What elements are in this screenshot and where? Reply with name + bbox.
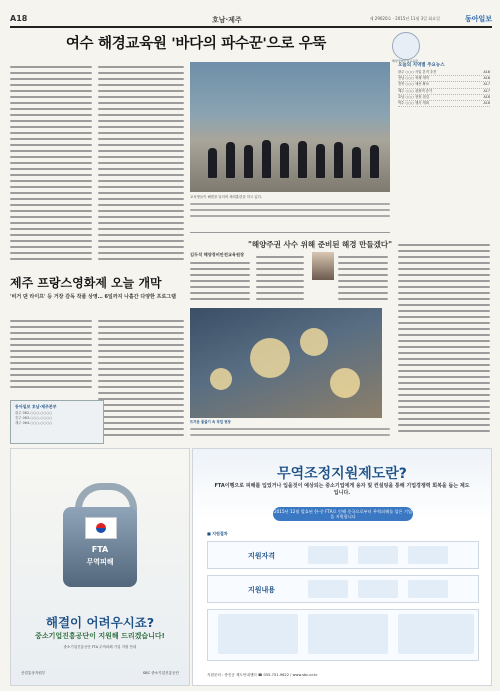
interview-quote: "해양주권 사수 위해 준비된 해경 만들겠다" xyxy=(248,240,393,249)
ad1-subtitle: 중소기업진흥공단이 지원해 드리겠습니다! xyxy=(35,632,165,640)
article1-col1 xyxy=(10,62,92,267)
article2-col1 xyxy=(10,316,92,396)
ad2-row-extra xyxy=(207,609,479,661)
institute-logo-icon xyxy=(392,32,420,60)
interview-col3 xyxy=(338,252,388,304)
article1-col2 xyxy=(98,62,184,267)
ad2-footer: 지원문의 : 중진공 제도안내센터 ☎ 055-751-9622 / www.sbc.or.kr xyxy=(207,673,318,677)
training-photo xyxy=(190,62,390,192)
lock-label-fta: FTA xyxy=(91,545,109,554)
ad2-section-label: ■ 지원절차 xyxy=(207,531,228,536)
ad2-title: 무역조정지원제도란? xyxy=(277,466,407,482)
regional-index xyxy=(398,62,490,107)
section-title: 호남·제주 xyxy=(212,16,242,24)
interview-col2 xyxy=(256,252,304,304)
sponsor-ministry: 산업통상자원부 xyxy=(21,671,46,675)
ad2-band: 2015년 12월 발효된 한-중 FTA로 인해 중국으로부터 무역피해를 입은 기업을 지원합니다 xyxy=(273,509,413,519)
industrial-photo xyxy=(190,308,382,418)
index-row[interactable]: 여수 ○○○ 행사 개최 A18 xyxy=(398,101,490,107)
sponsor-sbc: SBC 중소기업진흥공단 xyxy=(142,671,179,675)
interview-title: 김두석 해양경비안전교육원장 xyxy=(190,252,245,257)
ad2-row-label: 지원자격 xyxy=(248,552,276,560)
photo1-caption: 교육생들이 해변을 달리며 체력훈련을 하고 있다. xyxy=(190,195,262,199)
newspaper-name: 동아일보 xyxy=(464,15,492,23)
photo2-caption: 뜨거운 물줄기 속 작업 현장 xyxy=(190,420,231,424)
interview-col1 xyxy=(190,252,250,304)
article2-col2 xyxy=(98,316,184,442)
lock-label-damage: 무역피해 xyxy=(86,558,114,566)
contact-line: 제주 064-○○○-○○○○ xyxy=(15,421,53,425)
index-row[interactable]: 광주 ○○○ 사업 본격 추진 A16 xyxy=(398,70,490,76)
ad2-row-content xyxy=(207,575,479,603)
photo1-caption-block xyxy=(190,195,390,200)
ad2-subtitle: FTA이행으로 피해를 입었거나 입을것이 예상되는 중소기업에게 융자 및 컨설팅을 통해 기업경쟁력 회복을 돕는 제도입니다. xyxy=(214,483,470,496)
contact-line: 광주 062-○○○-○○○○ xyxy=(15,411,53,415)
contact-line: 전주 063-○○○-○○○○ xyxy=(15,416,53,420)
photo2-caption-block xyxy=(190,420,390,444)
index-notice-column xyxy=(398,240,490,440)
fta-advertisement[interactable] xyxy=(10,448,190,686)
ad1-title: 해결이 어려우시죠? xyxy=(45,615,155,630)
index-title: 오늘의 지역별 주요뉴스 xyxy=(398,63,445,68)
divider xyxy=(190,232,390,233)
interviewee-photo xyxy=(312,252,334,280)
ad1-sponsors xyxy=(21,671,179,676)
issue-line: 제 29020호 · 2015년 11월 3일 화요일 xyxy=(369,16,440,21)
index-row[interactable]: 호남 ○○○ 현장 점검 A18 xyxy=(398,95,490,101)
index-row[interactable]: 전북 ○○○ 예산 확보 A17 xyxy=(398,82,490,88)
ad1-body: 중소기업진흥공단 FTA 무역피해 기업 지원 안내 xyxy=(63,645,137,649)
article1-headline: 여수 해경교육원 '바다의 파수꾼'으로 우뚝 xyxy=(65,36,327,52)
trade-adjustment-advertisement[interactable] xyxy=(192,448,492,686)
ad2-row-eligibility xyxy=(207,541,479,569)
article2-headline: 제주 프랑스영화제 오늘 개막 xyxy=(10,276,162,290)
page-header xyxy=(10,12,492,28)
korea-flag-icon xyxy=(85,517,117,539)
contact-box xyxy=(10,400,104,444)
institute-logo-caption: 해양경비안전교육원 xyxy=(391,59,419,63)
index-row[interactable]: 제주 ○○○ 관광객 증가 A17 xyxy=(398,89,490,95)
page-number: A18 xyxy=(10,14,28,23)
index-row[interactable]: 전남 ○○○ 축제 개막 A16 xyxy=(398,76,490,82)
article2-subhead: '비거 댄 라이프' 등 거장 감독 작품 상영… 6일까지 나흘간 다양한 프로그램 xyxy=(10,294,176,300)
contact-title: 동아일보 호남·제주본부 xyxy=(15,404,57,409)
ad2-row-label: 지원내용 xyxy=(248,586,276,594)
